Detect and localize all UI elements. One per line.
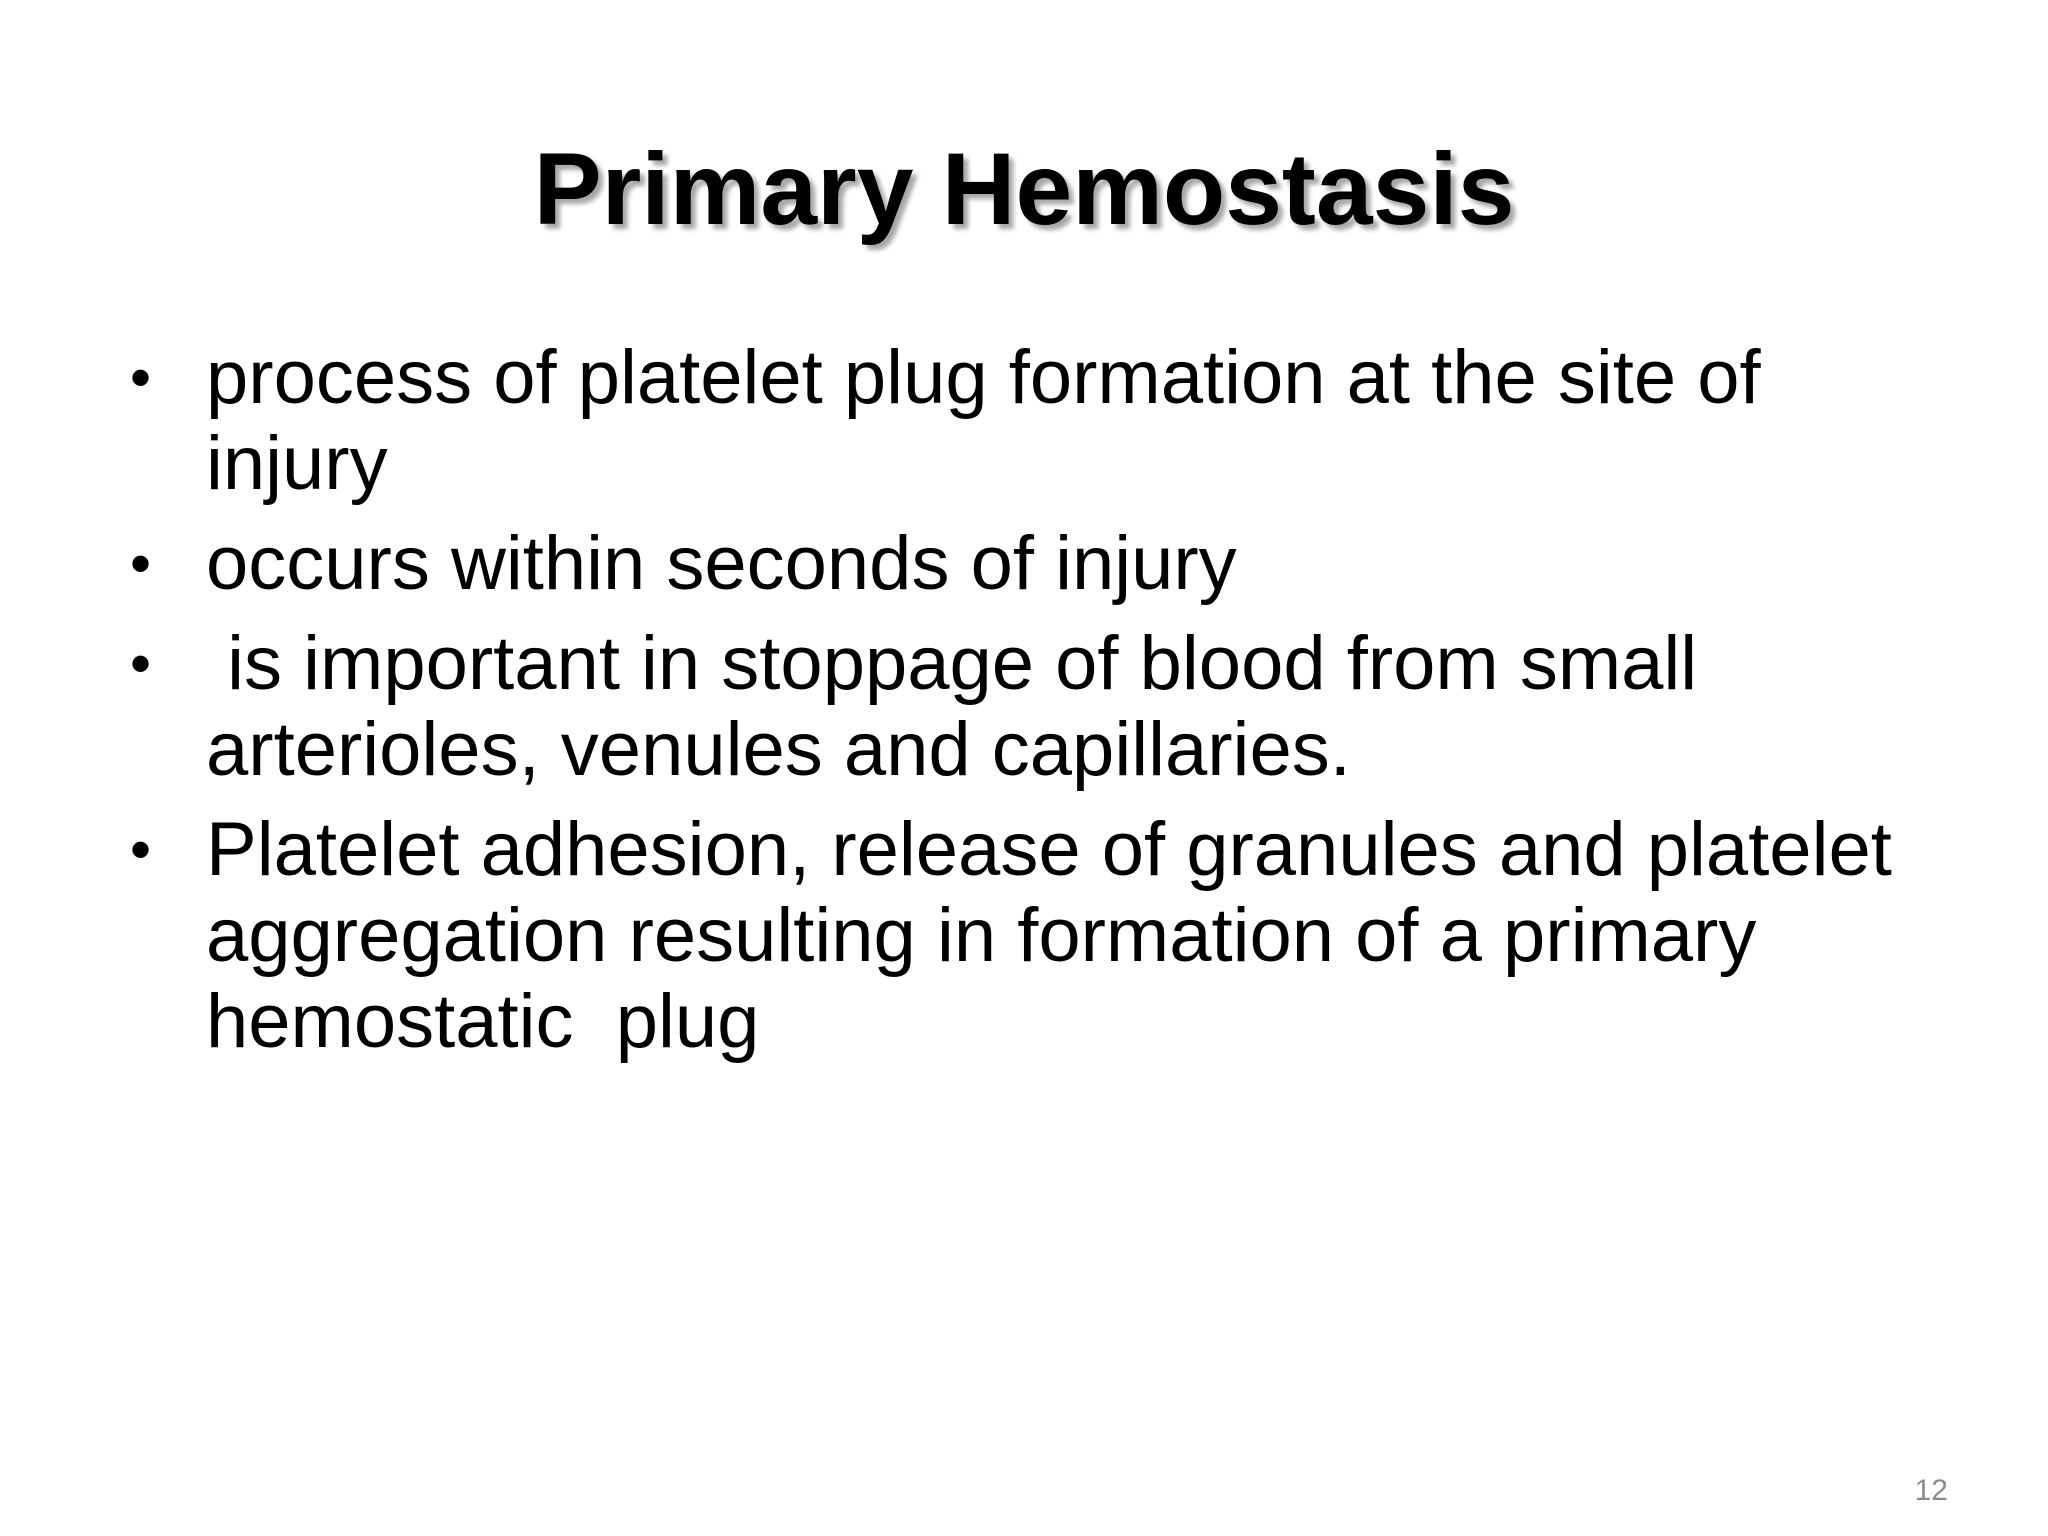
bullet-text: is important in stoppage of blood from small arterioles, venules and capillaries. [206,621,1719,792]
bullet-text: occurs within seconds of injury [206,521,1237,606]
slide-title: Primary Hemostasis [533,132,1515,246]
bullet-dot-icon: • [130,344,152,411]
bullet-dot-icon: • [130,816,152,883]
bullet-text: Platelet adhesion, release of granules and platelet aggregation resulting in formation of a primary hemostatic plug [206,807,1913,1064]
bullet-item [120,621,1920,793]
page-number: 12 [1914,1474,1948,1507]
bullet-list [120,335,1920,1079]
bullet-text: process of platelet plug formation at the site of injury [206,335,1761,506]
bullet-item [120,335,1920,507]
bullet-dot-icon: • [130,630,152,697]
bullet-item [120,807,1920,1065]
bullet-item [120,521,1920,607]
bullet-dot-icon: • [130,530,152,597]
